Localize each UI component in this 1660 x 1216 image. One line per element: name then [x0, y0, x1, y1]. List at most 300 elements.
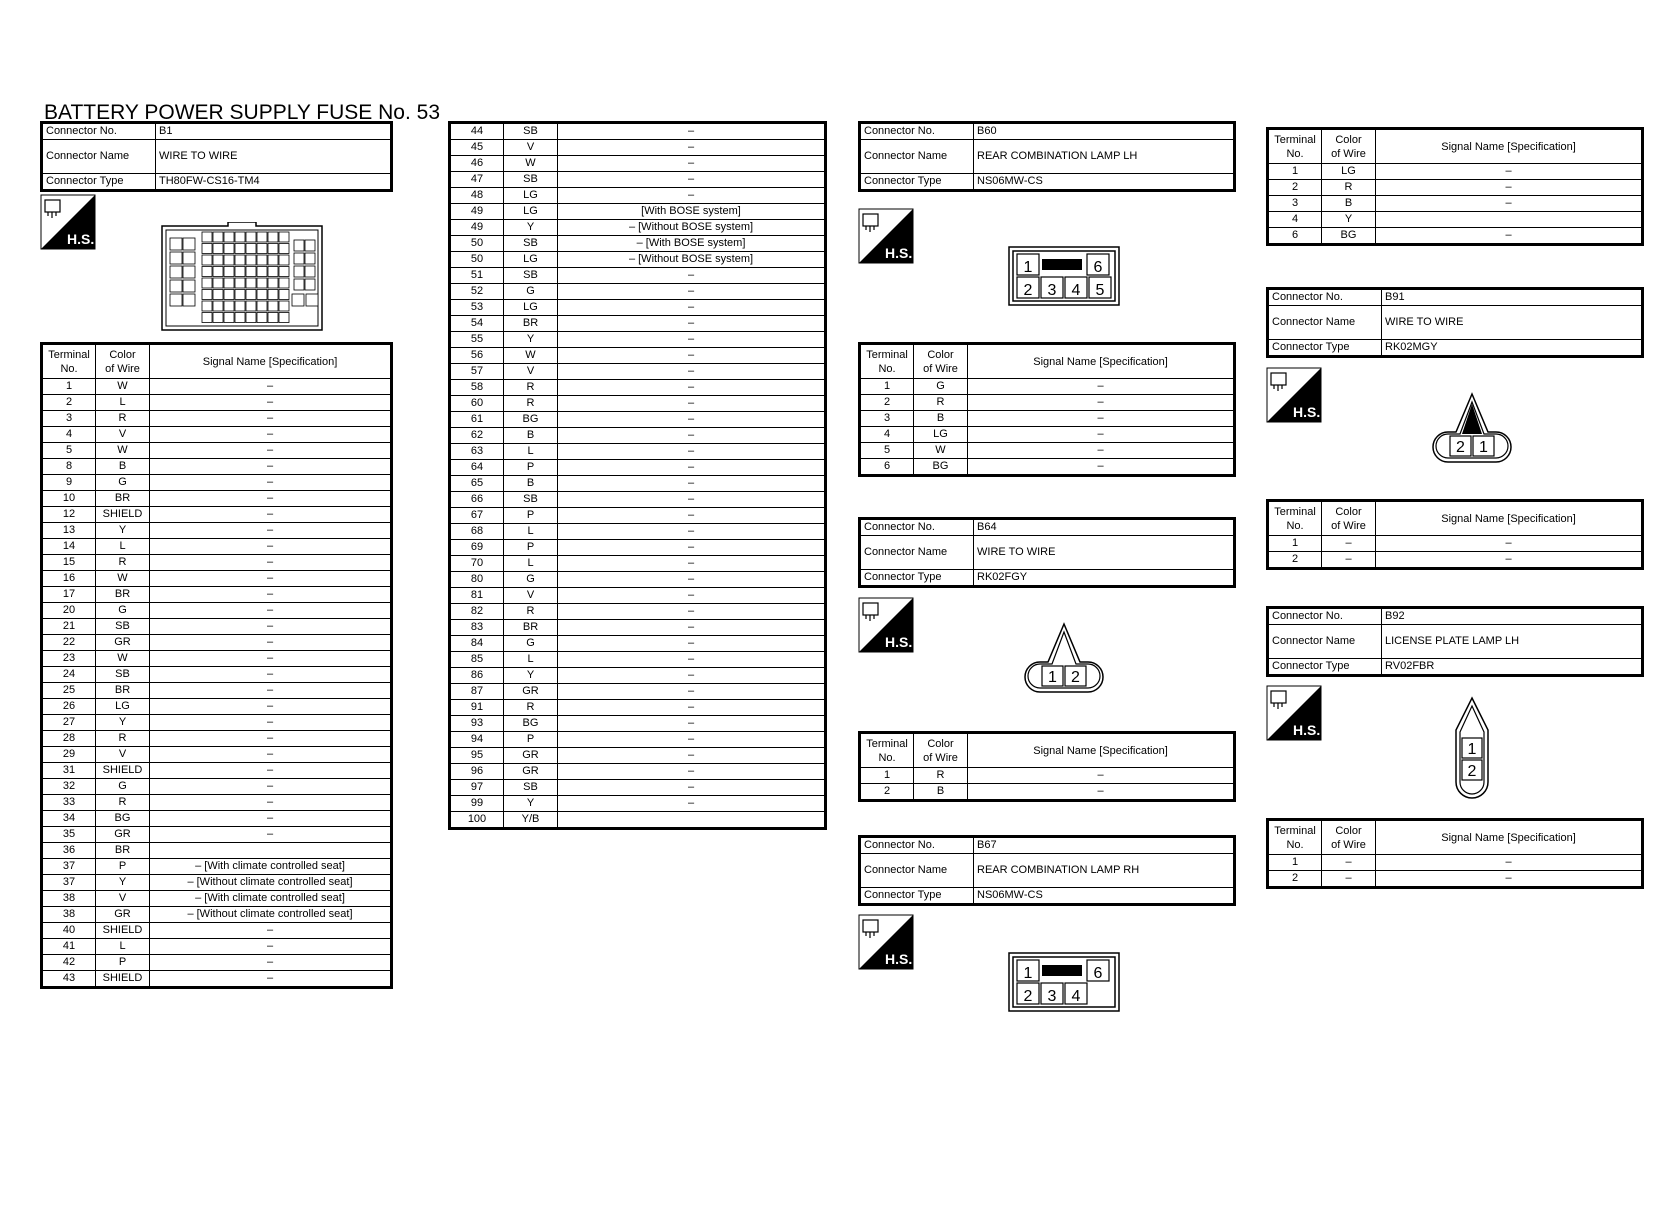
terminal-no-cell: 94 [450, 732, 504, 748]
signal-name-cell: – [558, 620, 826, 636]
table-row [42, 651, 392, 667]
table-row [42, 539, 392, 555]
terminal-no-cell: 64 [450, 460, 504, 476]
wire-color-cell: P [504, 732, 558, 748]
svg-text:H.S.: H.S. [1293, 722, 1321, 738]
table-row [450, 156, 826, 172]
terminal-no-cell: 49 [450, 220, 504, 236]
signal-name-cell: – [150, 603, 392, 619]
wire-color-cell: P [504, 508, 558, 524]
signal-name-cell: – [1376, 855, 1643, 871]
wire-color-cell: L [504, 652, 558, 668]
terminal-no-cell: 9 [42, 475, 96, 491]
signal-name-cell: – [1376, 871, 1643, 888]
pin-label: 3 [1047, 988, 1057, 1005]
terminal-no-cell: 52 [450, 284, 504, 300]
table-row [450, 284, 826, 300]
pin-cavity [183, 238, 195, 250]
terminal-no-cell: 1 [1268, 164, 1322, 180]
pin-cavity [268, 301, 278, 311]
terminal-no-cell: 3 [42, 411, 96, 427]
wire-color-cell: B [504, 428, 558, 444]
signal-name-cell: – [150, 619, 392, 635]
table-row [450, 620, 826, 636]
signal-name-cell: – [Without BOSE system] [558, 220, 826, 236]
terminal-no-cell: 27 [42, 715, 96, 731]
terminal-no-cell: 2 [1268, 180, 1322, 196]
terminal-no-cell: 66 [450, 492, 504, 508]
terminal-no-cell: 51 [450, 268, 504, 284]
table-row [450, 748, 826, 764]
wire-color-cell: L [96, 539, 150, 555]
wire-color-cell: R [504, 700, 558, 716]
terminal-no-cell: 91 [450, 700, 504, 716]
wire-color-cell: G [96, 603, 150, 619]
wire-color-cell: Y [504, 668, 558, 684]
b67-connector-type: NS06MW-CS [974, 888, 1235, 905]
table-row [450, 764, 826, 780]
terminal-no-cell: 46 [450, 156, 504, 172]
signal-name-cell: – [150, 635, 392, 651]
table-row [860, 459, 1235, 476]
wire-color-cell: R [96, 795, 150, 811]
table-row [42, 779, 392, 795]
pin-cavity [224, 301, 234, 311]
table-row [42, 555, 392, 571]
signal-name-header: Signal Name [Specification] [1376, 820, 1643, 855]
connector-name-label: Connector Name [860, 536, 974, 570]
pin-cavity [235, 244, 245, 254]
signal-name-cell: – [150, 475, 392, 491]
terminal-no-cell: 50 [450, 252, 504, 268]
signal-name-cell: – [558, 123, 826, 140]
b91-info-table [1266, 287, 1644, 358]
signal-name-cell: – [558, 156, 826, 172]
terminal-no-cell: 37 [42, 875, 96, 891]
b1-connector-no: B1 [156, 123, 392, 140]
wire-color-cell: SHIELD [96, 507, 150, 523]
pin-cavity [170, 280, 182, 292]
table-row [860, 768, 1235, 784]
wire-color-cell: L [96, 395, 150, 411]
table-row [42, 875, 392, 891]
pin-cavity [305, 253, 315, 264]
signal-name-cell: – [558, 588, 826, 604]
table-row [450, 220, 826, 236]
wire-color-cell: LG [504, 300, 558, 316]
b64-connector-no: B64 [974, 519, 1235, 536]
wire-color-cell: BG [504, 716, 558, 732]
terminal-no-cell: 96 [450, 764, 504, 780]
pin-cavity [213, 278, 223, 288]
table-row [42, 507, 392, 523]
table-row [860, 427, 1235, 443]
terminal-no-cell: 82 [450, 604, 504, 620]
pin-cavity [246, 255, 256, 265]
b1-connector-name: WIRE TO WIRE [156, 140, 392, 174]
wire-color-cell: V [96, 891, 150, 907]
terminal-no-cell: 70 [450, 556, 504, 572]
table-row [42, 939, 392, 955]
wire-color-cell: W [96, 571, 150, 587]
signal-name-cell: – [558, 492, 826, 508]
table-row [450, 140, 826, 156]
pin-cavity [202, 301, 212, 311]
wire-color-cell: R [504, 396, 558, 412]
table-row [450, 412, 826, 428]
signal-name-cell: – [150, 427, 392, 443]
signal-name-cell: – [150, 795, 392, 811]
terminal-no-cell: 4 [42, 427, 96, 443]
b60-info-table [858, 121, 1236, 192]
terminal-no-cell: 6 [860, 459, 914, 476]
terminal-no-cell: 57 [450, 364, 504, 380]
b1-terminal-table-a [40, 342, 393, 989]
table-row [42, 587, 392, 603]
pin-cavity [213, 255, 223, 265]
table-row [860, 379, 1235, 395]
table-row [42, 795, 392, 811]
terminal-no-cell: 49 [450, 204, 504, 220]
pin-cavity [257, 232, 267, 242]
pin-cavity [279, 290, 289, 300]
signal-name-cell: – [558, 508, 826, 524]
signal-name-cell: – [558, 188, 826, 204]
wire-color-cell: B [96, 459, 150, 475]
table-row [450, 236, 826, 252]
wire-color-cell: BR [96, 843, 150, 859]
b67-connector-name: REAR COMBINATION LAMP RH [974, 854, 1235, 888]
pin-cavity [202, 267, 212, 277]
b91-connector-no: B91 [1382, 289, 1643, 306]
signal-name-cell: – [150, 651, 392, 667]
pin-label: 4 [1071, 988, 1081, 1005]
signal-name-cell: – [558, 604, 826, 620]
connector-type-label: Connector Type [860, 570, 974, 587]
signal-name-cell: – [Without climate controlled seat] [150, 875, 392, 891]
connector-name-label: Connector Name [860, 140, 974, 174]
terminal-no-cell: 69 [450, 540, 504, 556]
signal-name-cell: – [558, 444, 826, 460]
table-row [450, 572, 826, 588]
wire-color-cell: R [914, 395, 968, 411]
signal-name-cell: – [968, 411, 1235, 427]
signal-name-cell: – [558, 668, 826, 684]
terminal-no-cell: 17 [42, 587, 96, 603]
signal-name-cell: – [558, 652, 826, 668]
signal-name-cell: – [968, 379, 1235, 395]
b1-connector-face-diagram [160, 222, 324, 334]
wire-color-cell: W [504, 348, 558, 364]
table-row [450, 684, 826, 700]
svg-text:H.S.: H.S. [885, 245, 913, 261]
wire-color-cell: G [504, 572, 558, 588]
connector-no-label: Connector No. [860, 123, 974, 140]
terminal-no-cell: 1 [860, 768, 914, 784]
signal-name-cell: – [558, 476, 826, 492]
b64-connector-name: WIRE TO WIRE [974, 536, 1235, 570]
table-row [450, 556, 826, 572]
terminal-no-cell: 65 [450, 476, 504, 492]
signal-name-cell: – [150, 779, 392, 795]
wire-color-cell: L [504, 556, 558, 572]
wire-color-cell: LG [504, 252, 558, 268]
pin-cavity [183, 280, 195, 292]
pin-cavity [294, 253, 304, 264]
pin-cavity [213, 244, 223, 254]
terminal-no-cell: 5 [42, 443, 96, 459]
signal-name-cell: – [558, 172, 826, 188]
wire-color-cell: GR [96, 635, 150, 651]
pin-cavity [170, 238, 182, 250]
terminal-no-cell: 22 [42, 635, 96, 651]
terminal-no-cell: 12 [42, 507, 96, 523]
terminal-no-cell: 28 [42, 731, 96, 747]
signal-name-cell: – [558, 748, 826, 764]
b92-connector-name: LICENSE PLATE LAMP LH [1382, 625, 1643, 659]
table-row [450, 444, 826, 460]
wire-color-cell: B [504, 476, 558, 492]
table-row [450, 668, 826, 684]
table-row [860, 443, 1235, 459]
signal-name-cell: – [968, 395, 1235, 411]
signal-name-cell: – [150, 395, 392, 411]
signal-name-cell: – [558, 332, 826, 348]
table-row [450, 700, 826, 716]
pin-cavity [279, 278, 289, 288]
pin-label: 1 [1048, 669, 1057, 686]
b92-connector-type: RV02FBR [1382, 659, 1643, 676]
terminal-no-cell: 100 [450, 812, 504, 829]
connector-name-label: Connector Name [1268, 625, 1382, 659]
wire-color-cell: SB [504, 268, 558, 284]
signal-name-cell: – [1376, 164, 1643, 180]
wire-color-cell: V [504, 588, 558, 604]
signal-name-cell: – [558, 284, 826, 300]
terminal-no-cell: 38 [42, 891, 96, 907]
table-row [450, 204, 826, 220]
signal-name-cell: – [150, 811, 392, 827]
b67-info-table [858, 835, 1236, 906]
table-row [42, 523, 392, 539]
table-row [450, 396, 826, 412]
wire-color-cell: P [96, 859, 150, 875]
b91-connector-name: WIRE TO WIRE [1382, 306, 1643, 340]
pin-cavity [279, 244, 289, 254]
wire-color-cell: SB [504, 780, 558, 796]
terminal-no-cell: 93 [450, 716, 504, 732]
table-row [42, 619, 392, 635]
table-row [450, 316, 826, 332]
b1-connector-type: TH80FW-CS16-TM4 [156, 174, 392, 191]
terminal-no-cell: 33 [42, 795, 96, 811]
pin-cavity [170, 252, 182, 264]
table-row [860, 784, 1235, 801]
pin-label: 6 [1093, 965, 1103, 982]
pin-cavity [224, 290, 234, 300]
wire-color-cell: Y [504, 220, 558, 236]
table-row [450, 812, 826, 829]
terminal-no-header: Terminal No. [1268, 501, 1322, 536]
terminal-no-cell: 4 [1268, 212, 1322, 228]
pin-label: 2 [1456, 439, 1465, 456]
terminal-no-cell: 58 [450, 380, 504, 396]
pin-cavity [305, 266, 315, 277]
signal-name-cell: – [150, 379, 392, 395]
pin-cavity [246, 232, 256, 242]
signal-name-cell: – [1376, 180, 1643, 196]
signal-name-cell: – [150, 955, 392, 971]
pin-cavity [279, 301, 289, 311]
table-row [450, 524, 826, 540]
signal-name-cell: – [150, 731, 392, 747]
pin-cavity [257, 313, 267, 323]
pin-cavity [279, 313, 289, 323]
color-of-wire-header: Color of Wire [914, 733, 968, 768]
b60-connector-no: B60 [974, 123, 1235, 140]
terminal-no-cell: 48 [450, 188, 504, 204]
signal-name-cell: – [150, 587, 392, 603]
table-row [42, 459, 392, 475]
signal-name-cell: – [558, 764, 826, 780]
pin-cavity [213, 301, 223, 311]
terminal-no-cell: 95 [450, 748, 504, 764]
terminal-no-cell: 38 [42, 907, 96, 923]
connector-type-label: Connector Type [42, 174, 156, 191]
terminal-no-cell: 83 [450, 620, 504, 636]
table-row [42, 715, 392, 731]
signal-name-cell: – [558, 716, 826, 732]
b1-info-table [40, 121, 393, 192]
signal-name-cell: – [558, 316, 826, 332]
table-row [450, 780, 826, 796]
terminal-no-cell: 31 [42, 763, 96, 779]
table-row [1268, 552, 1643, 569]
pin-cavity [183, 252, 195, 264]
pin-cavity [268, 313, 278, 323]
table-row [450, 364, 826, 380]
wire-color-cell: V [96, 747, 150, 763]
table-row [1268, 536, 1643, 552]
terminal-no-cell: 16 [42, 571, 96, 587]
terminal-no-header: Terminal No. [1268, 129, 1322, 164]
connector-no-label: Connector No. [42, 123, 156, 140]
color-of-wire-header: Color of Wire [1322, 501, 1376, 536]
signal-name-cell: – [1376, 228, 1643, 245]
terminal-no-cell: 2 [860, 784, 914, 801]
signal-name-cell: – [1376, 552, 1643, 569]
b91-connector-type: RK02MGY [1382, 340, 1643, 357]
wire-color-cell: V [504, 140, 558, 156]
pin-cavity [224, 313, 234, 323]
signal-name-header: Signal Name [Specification] [968, 344, 1235, 379]
pin-label: 2 [1023, 988, 1033, 1005]
pin-cavity [183, 266, 195, 278]
wire-color-cell: GR [96, 827, 150, 843]
table-row [450, 492, 826, 508]
table-row [450, 428, 826, 444]
wire-color-cell: P [96, 955, 150, 971]
table-row [450, 796, 826, 812]
signal-name-cell: – [150, 523, 392, 539]
wire-color-cell: G [504, 284, 558, 300]
wire-color-cell: SHIELD [96, 763, 150, 779]
color-of-wire-header: Color of Wire [1322, 129, 1376, 164]
connector-type-label: Connector Type [860, 888, 974, 905]
terminal-no-cell: 56 [450, 348, 504, 364]
wire-color-cell: Y [1322, 212, 1376, 228]
hs-harness-icon [40, 194, 96, 250]
terminal-no-cell: 53 [450, 300, 504, 316]
terminal-no-cell: 1 [42, 379, 96, 395]
table-row [42, 827, 392, 843]
signal-name-cell: – [150, 555, 392, 571]
pin-cavity [202, 313, 212, 323]
terminal-no-cell: 2 [1268, 552, 1322, 569]
table-row [42, 699, 392, 715]
table-row [42, 859, 392, 875]
connector-no-label: Connector No. [860, 519, 974, 536]
pin-cavity [235, 301, 245, 311]
signal-name-cell: – [1376, 536, 1643, 552]
table-row [1268, 196, 1643, 212]
terminal-no-cell: 6 [1268, 228, 1322, 245]
terminal-no-cell: 35 [42, 827, 96, 843]
pin-cavity [213, 290, 223, 300]
pin-label: 1 [1467, 741, 1477, 758]
signal-name-header: Signal Name [Specification] [150, 344, 392, 379]
wire-color-cell: G [96, 779, 150, 795]
terminal-no-cell: 44 [450, 123, 504, 140]
wire-color-cell: – [1322, 552, 1376, 569]
pin-cavity [257, 301, 267, 311]
connector-name-label: Connector Name [42, 140, 156, 174]
wire-color-cell: BR [96, 683, 150, 699]
pin-cavity [306, 294, 318, 306]
table-row [450, 652, 826, 668]
pin-cavity [235, 313, 245, 323]
color-of-wire-header: Color of Wire [96, 344, 150, 379]
b67-connector-face-diagram [1008, 952, 1120, 1012]
connector-type-label: Connector Type [1268, 340, 1382, 357]
svg-text:H.S.: H.S. [885, 634, 913, 650]
wire-color-cell: V [504, 364, 558, 380]
terminal-no-cell: 25 [42, 683, 96, 699]
signal-name-cell: – [150, 491, 392, 507]
terminal-no-cell: 3 [1268, 196, 1322, 212]
b60-terminal-table [858, 342, 1236, 477]
signal-name-cell: – [150, 507, 392, 523]
pin-cavity [268, 232, 278, 242]
table-row [42, 443, 392, 459]
table-row [42, 731, 392, 747]
terminal-no-cell: 54 [450, 316, 504, 332]
pin-cavity [235, 278, 245, 288]
signal-name-cell: – [558, 348, 826, 364]
signal-name-cell: – [With climate controlled seat] [150, 891, 392, 907]
pin-cavity [305, 240, 315, 251]
wire-color-cell: Y [96, 875, 150, 891]
terminal-no-cell: 68 [450, 524, 504, 540]
signal-name-cell: – [968, 443, 1235, 459]
wire-color-cell: R [914, 768, 968, 784]
signal-name-cell: – [558, 268, 826, 284]
terminal-no-cell: 13 [42, 523, 96, 539]
wire-color-cell: G [914, 379, 968, 395]
pin-cavity [202, 244, 212, 254]
terminal-no-cell: 61 [450, 412, 504, 428]
wire-color-cell: BG [504, 412, 558, 428]
